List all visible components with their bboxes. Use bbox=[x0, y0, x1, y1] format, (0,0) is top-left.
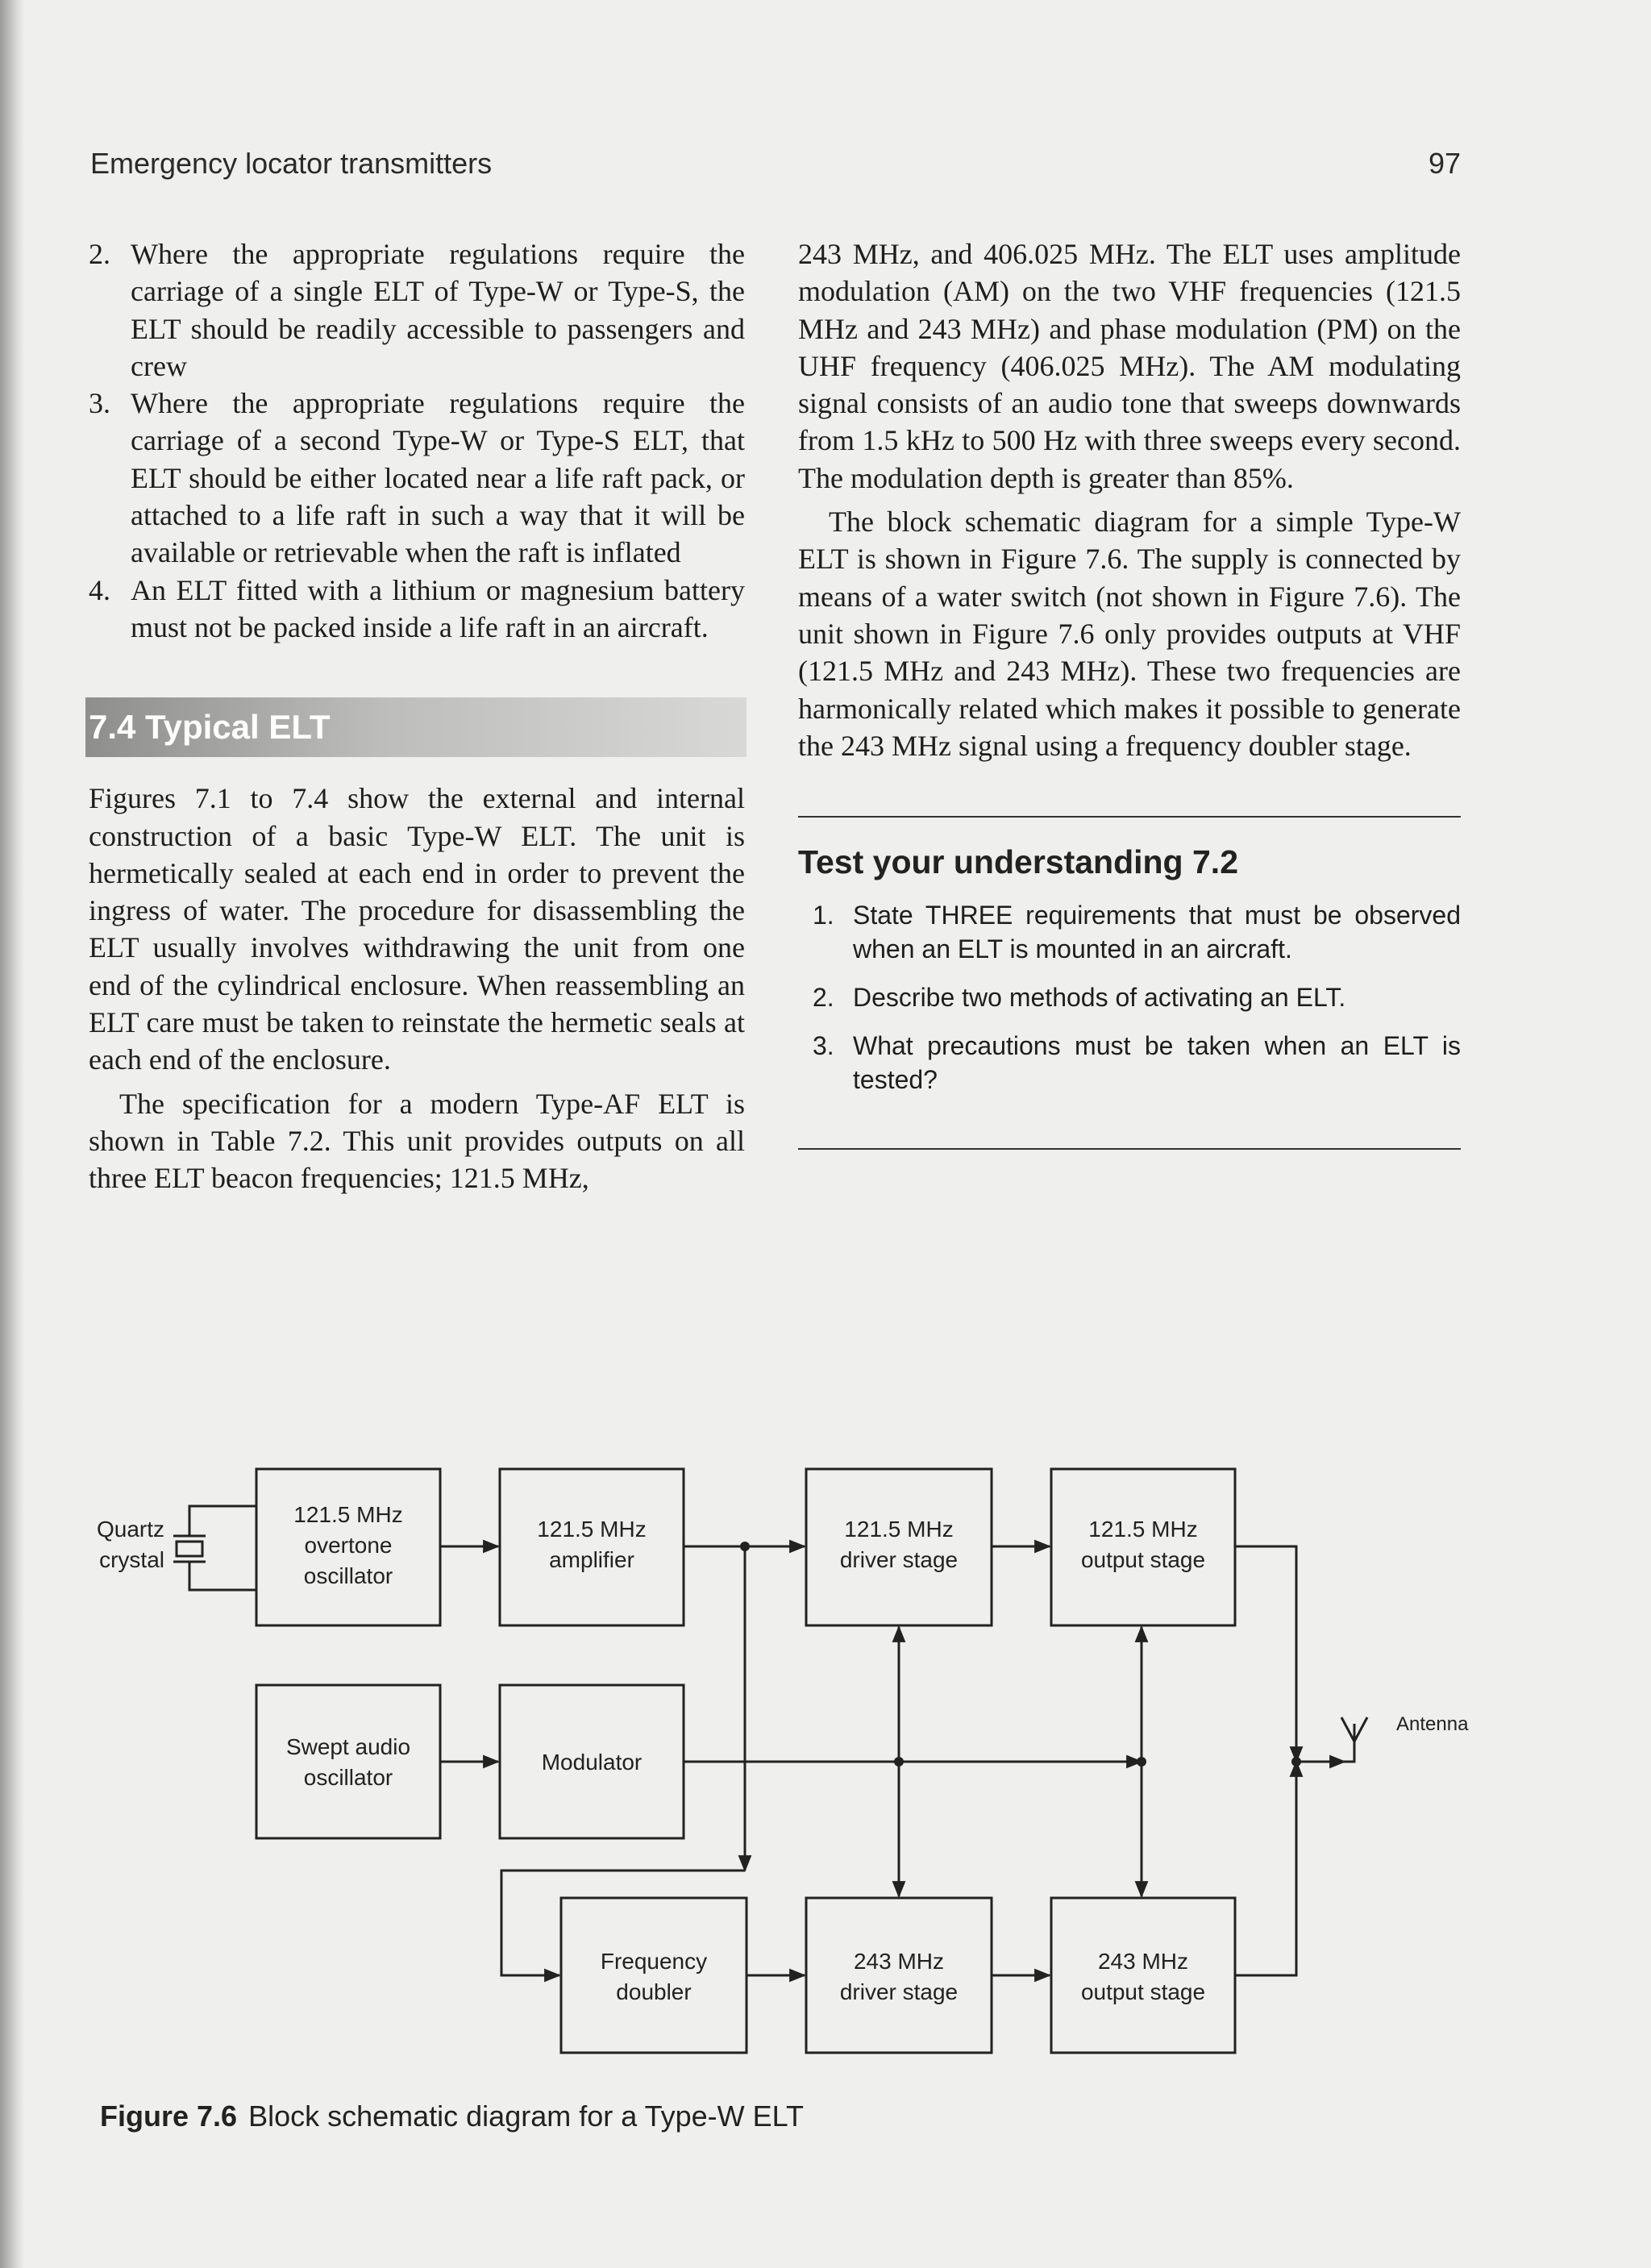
amplifier-label-2: amplifier bbox=[549, 1547, 634, 1572]
question-number: 3. bbox=[813, 1031, 834, 1061]
body-paragraph: 243 MHz, and 406.025 MHz. The ELT uses amplitude modulation (AM) on the two VHF frequencies (121.5 MHz and 243 MHz) and phase modulation (PM) on the UHF frequency (406.025 MHz). The AM modulating signal consists of an audio tone that sweeps downwards from 1.5 kHz to 500 Hz with three sweeps every second. The modulation depth is greater than 85%. bbox=[798, 238, 1461, 494]
list-text: Where the appropriate regulations require the carriage of a single ELT of Type-W or Type-S, the ELT should be readily accessible to passengers and crew bbox=[131, 238, 745, 382]
figure-caption-text: Block schematic diagram for a Type-W ELT bbox=[248, 2099, 804, 2133]
quartz-label-2: crystal bbox=[99, 1547, 164, 1572]
body-paragraph: Figures 7.1 to 7.4 show the external and internal construction of a basic Type-W ELT. The unit is hermetically sealed at each end in order to prevent the ingress of water. The procedure for disassembling the ELT usually involves withdrawing the unit from one end of the cylindrical enclosure. When reassembling an ELT care must be taken to reinstate the hermetic seals at each end of the enclosure. bbox=[89, 782, 745, 1076]
swept-label-1: Swept audio bbox=[285, 1734, 411, 1759]
figure-caption bbox=[100, 2099, 804, 2133]
figure-label: Figure 7.6 bbox=[100, 2099, 238, 2133]
doubler-block bbox=[561, 1898, 746, 2053]
junction-dot bbox=[1137, 1757, 1146, 1767]
junction-dot bbox=[740, 1542, 750, 1551]
output-243-block bbox=[1051, 1898, 1235, 2053]
driver-243-label-1: 243 MHz bbox=[853, 1949, 945, 1974]
test-question-list bbox=[798, 898, 1461, 1097]
test-box-title: Test your understanding 7.2 bbox=[798, 843, 1238, 881]
page-number: 97 bbox=[1428, 147, 1461, 180]
running-title: Emergency locator transmitters bbox=[90, 147, 493, 180]
left-column bbox=[89, 235, 745, 1197]
list-item bbox=[89, 572, 745, 647]
driver-121-label-1: 121.5 MHz bbox=[844, 1517, 954, 1542]
section-heading: 7.4 Typical ELT bbox=[89, 708, 331, 747]
block-schematic-diagram bbox=[81, 1451, 1483, 2080]
list-item bbox=[89, 385, 745, 571]
oscillator-label-2: overtone bbox=[304, 1533, 393, 1558]
requirements-list bbox=[89, 235, 745, 646]
list-number: 4. bbox=[89, 573, 110, 606]
quartz-label-1: Quartz bbox=[96, 1517, 164, 1542]
question-item bbox=[798, 980, 1461, 1014]
driver-243-label-2: driver stage bbox=[839, 1979, 959, 2004]
doubler-label-2: doubler bbox=[616, 1979, 692, 2004]
quartz-crystal-icon bbox=[173, 1506, 256, 1590]
amplifier-label-1: 121.5 MHz bbox=[537, 1517, 647, 1542]
swept-audio-block bbox=[256, 1685, 440, 1838]
driver-243-block bbox=[806, 1898, 992, 2053]
junction-dot bbox=[1291, 1757, 1301, 1767]
question-number: 1. bbox=[813, 901, 834, 930]
list-text: An ELT fitted with a lithium or magnesium battery must not be packed inside a life raft in an aircraft. bbox=[131, 573, 745, 643]
junction-dot bbox=[894, 1757, 904, 1767]
question-text: State THREE requirements that must be observed when an ELT is mounted in an aircraft. bbox=[853, 901, 1461, 964]
list-text: Where the appropriate regulations require the carriage of a second Type-W or Type-S ELT, that ELT should be either located near a life raft pack, or attached to a life raft in such a way that it will be available or retrievable when the raft is inflated bbox=[131, 387, 745, 569]
list-number: 2. bbox=[89, 238, 110, 270]
list-number: 3. bbox=[89, 387, 110, 420]
output-121-label-1: 121.5 MHz bbox=[1088, 1517, 1198, 1542]
question-number: 2. bbox=[813, 983, 834, 1013]
body-paragraph: The block schematic diagram for a simple Type-W ELT is shown in Figure 7.6. The supply is connected by means of a water switch (not shown in Figure 7.6). The unit shown in Figure 7.6 only provides outputs at VHF (121.5 MHz and 243 MHz). These two frequencies are harmonically related which makes it possible to generate the 243 MHz signal using a frequency doubler stage. bbox=[798, 506, 1461, 762]
doubler-label-1: Frequency bbox=[600, 1949, 708, 1974]
antenna-label: Antenna bbox=[1396, 1713, 1469, 1735]
question-item bbox=[798, 1029, 1461, 1097]
question-item bbox=[798, 898, 1461, 966]
scan-shadow bbox=[0, 0, 24, 2268]
antenna-icon bbox=[1341, 1717, 1367, 1762]
output-121-to-antenna-line bbox=[1235, 1546, 1296, 1762]
body-paragraph: The specification for a modern Type-AF ELT is shown in Table 7.2. This unit provides outputs on all three ELT beacon frequencies; 121.5 MHz, bbox=[89, 1087, 745, 1195]
list-item bbox=[89, 235, 745, 385]
right-column bbox=[798, 235, 1461, 1150]
oscillator-label-3: oscillator bbox=[303, 1563, 393, 1588]
output-243-label-2: output stage bbox=[1080, 1979, 1206, 2004]
driver-121-label-2: driver stage bbox=[839, 1547, 959, 1572]
modulator-label: Modulator bbox=[541, 1750, 643, 1775]
output-243-label-1: 243 MHz bbox=[1097, 1949, 1189, 1974]
test-your-understanding-box bbox=[798, 816, 1461, 1150]
output-121-label-2: output stage bbox=[1080, 1547, 1206, 1572]
swept-label-2: oscillator bbox=[303, 1765, 393, 1790]
section-heading-band bbox=[85, 697, 746, 757]
oscillator-label-1: 121.5 MHz bbox=[293, 1502, 403, 1527]
output-243-to-antenna-line bbox=[1235, 1762, 1296, 1975]
question-text: Describe two methods of activating an ELT. bbox=[853, 983, 1346, 1013]
question-text: What precautions must be taken when an ELT is tested? bbox=[853, 1031, 1461, 1095]
